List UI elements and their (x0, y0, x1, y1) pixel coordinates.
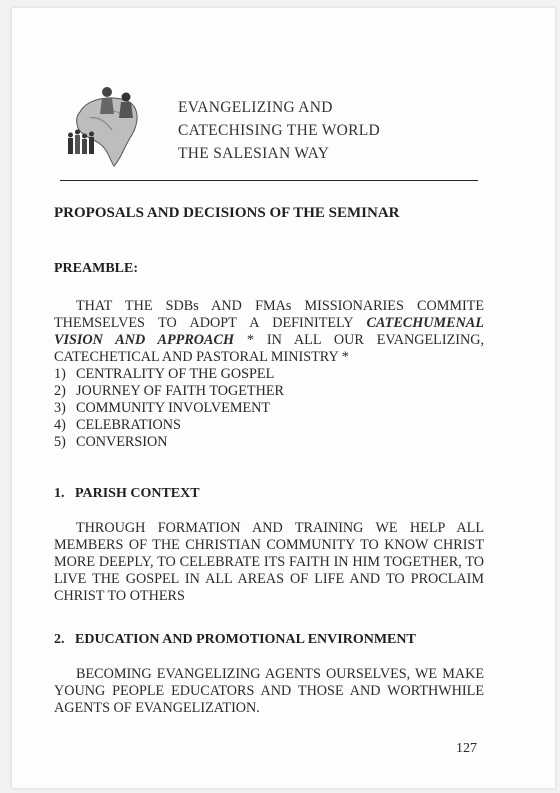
header-rule (60, 180, 478, 181)
list-item-label: COMMUNITY INVOLVEMENT (76, 400, 271, 416)
main-title: PROPOSALS AND DECISIONS OF THE SEMINAR (54, 205, 400, 221)
preamble-text: THAT THE SDBs AND FMAs MISSIONARIES COMMITE THEMSELVES TO ADOPT A DEFINITELY (54, 298, 484, 331)
document-page (12, 8, 555, 788)
preamble-list (54, 366, 484, 451)
preamble-heading: PREAMBLE: (54, 261, 138, 276)
list-item-number: 3) (54, 400, 66, 416)
section-2-heading: 2. EDUCATION AND PROMOTIONAL ENVIRONMENT (54, 632, 416, 647)
list-item (54, 400, 484, 417)
logo-icon (60, 82, 150, 172)
list-item-label: CENTRALITY OF THE GOSPEL (76, 366, 275, 382)
header-line: CATECHISING THE WORLD (178, 122, 381, 139)
section-1-heading: 1. PARISH CONTEXT (54, 486, 200, 501)
list-item-number: 5) (54, 434, 66, 450)
header-line: EVANGELIZING AND (178, 99, 333, 116)
preamble-paragraph (54, 298, 484, 366)
list-item-number: 4) (54, 417, 66, 433)
list-item-label: CONVERSION (76, 434, 168, 450)
page-number: 127 (456, 741, 477, 756)
list-item-number: 2) (54, 383, 66, 399)
section-1-paragraph: THROUGH FORMATION AND TRAINING WE HELP ALL MEMBERS OF THE CHRISTIAN COMMUNITY TO KNOW CHRIST MORE DEEPLY, TO CELEBRATE ITS FAITH IN HIM TOGETHER, TO LIVE THE GOSPEL IN ALL AREAS OF LIFE AND TO PROCLAIM CHRIST TO OTHERS (54, 520, 484, 604)
list-item-label: CELEBRATIONS (76, 417, 181, 433)
list-item-label: JOURNEY OF FAITH TOGETHER (76, 383, 284, 399)
list-item-number: 1) (54, 366, 66, 382)
list-item (54, 383, 484, 400)
list-item (54, 434, 484, 451)
list-item (54, 417, 484, 434)
header-line: THE SALESIAN WAY (178, 145, 330, 162)
preamble-emphasis: CATECHUMENAL VISION AND APPROACH (54, 315, 484, 348)
list-item (54, 366, 484, 383)
preamble-text-end: * IN ALL OUR EVANGELIZING, CATECHETICAL AND PASTORAL MINISTRY * (54, 332, 484, 365)
header-title (178, 96, 380, 165)
section-2-paragraph: BECOMING EVANGELIZING AGENTS OURSELVES, WE MAKE YOUNG PEOPLE EDUCATORS AND THOSE AND WORTHWHILE AGENTS OF EVANGELIZATION. (54, 666, 484, 716)
